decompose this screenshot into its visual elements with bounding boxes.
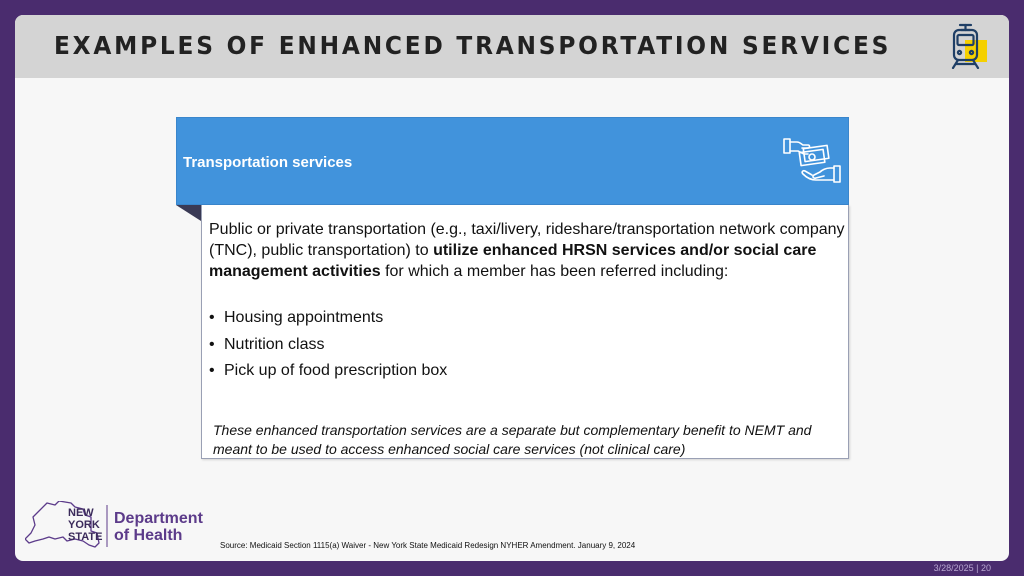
date-page-number: 3/28/2025 | 20 — [933, 563, 991, 573]
list-item: • Pick up of food prescription box — [209, 362, 448, 379]
slide — [15, 15, 1009, 561]
card-body — [201, 205, 849, 459]
list-item: • Housing appointments — [209, 309, 384, 326]
intro-text: Public or private transportation (e.g., taxi/livery, rideshare/transportation network company (TNC), public transportation) to — [209, 221, 845, 259]
card-fold — [176, 205, 202, 222]
bullet-text: Pick up of food prescription box — [224, 362, 448, 379]
bullet-text: Housing appointments — [224, 309, 384, 326]
slide-title: EXAMPLES OF ENHANCED TRANSPORTATION SERVICES — [54, 31, 892, 60]
logo-line3: STATE — [68, 531, 103, 543]
tram-icon — [948, 23, 992, 69]
source-citation: Source: Medicaid Section 1115(a) Waiver - New York State Medicaid Redesign NYHER Amendment. January 9, 2024 — [220, 541, 636, 550]
card-note: These enhanced transportation services are a separate but complementary benefit to NEMT and meant to be used to access enhanced social care services (not clinical care) — [213, 422, 812, 457]
card-header — [176, 117, 849, 205]
title-bar — [15, 15, 1009, 78]
logo-line2: YORK — [68, 519, 100, 531]
card-title: Transportation services — [183, 154, 353, 171]
dept-line2: of Health — [114, 527, 183, 544]
card-intro — [209, 219, 845, 282]
bullet-list — [209, 308, 447, 388]
dept-line1: Department — [114, 510, 203, 527]
bullet-text: Nutrition class — [224, 335, 325, 353]
list-item: • Nutrition class — [209, 335, 325, 353]
dept-name — [114, 510, 203, 544]
hand-money-icon — [783, 136, 841, 188]
intro-text-end: for which a member has been referred including: — [380, 263, 729, 280]
logo-line1: NEW — [68, 507, 94, 519]
intro-bold: utilize enhanced HRSN services and/or social care management activities — [209, 242, 817, 280]
